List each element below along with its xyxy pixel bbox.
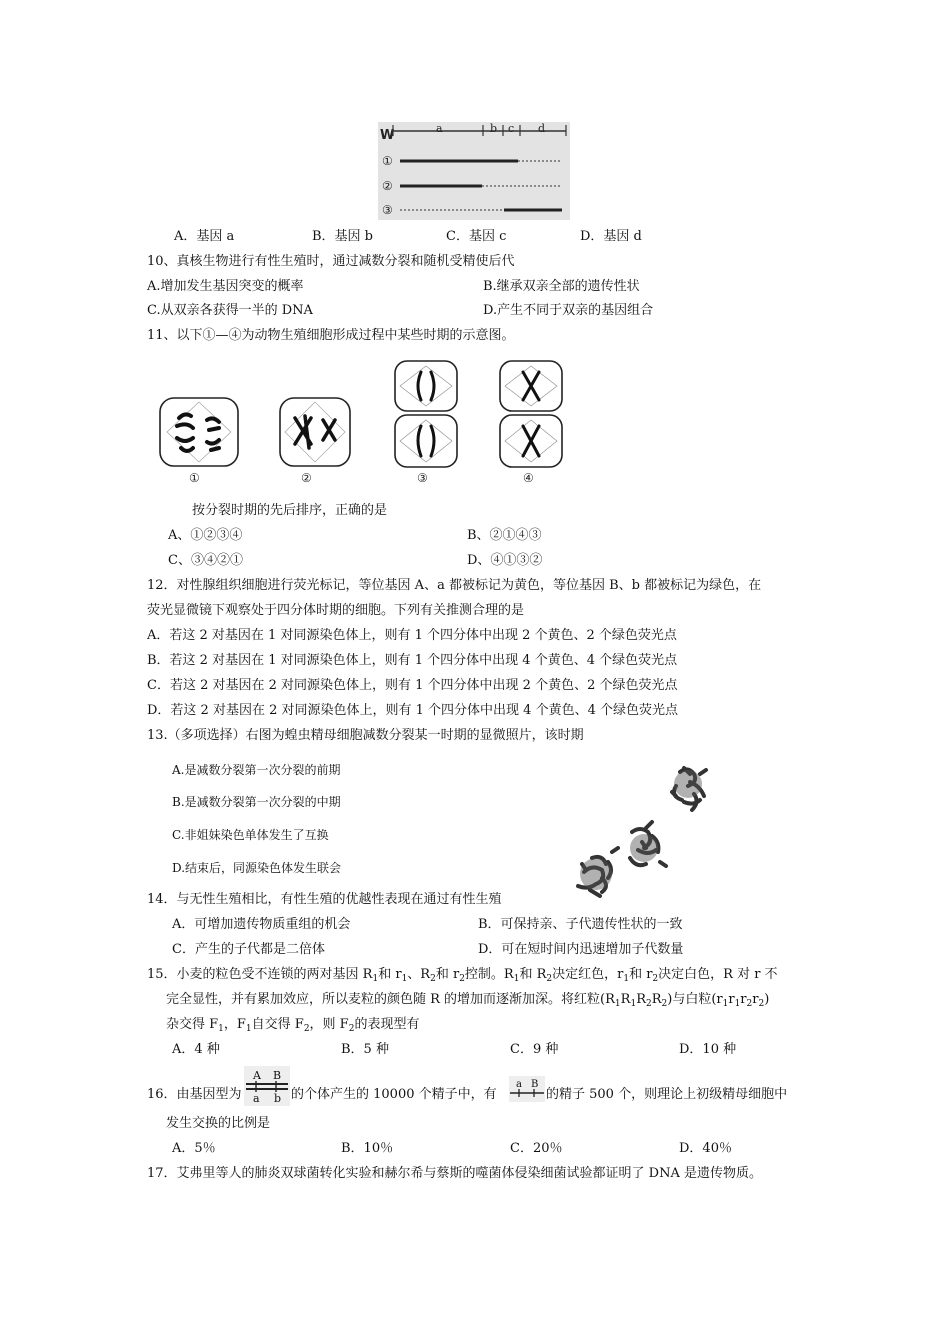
q12-option-c: C．若这 2 对基因在 2 对同源染色体上，则有 1 个四分体中出现 2 个黄色、2 个绿色荧光点 xyxy=(147,678,678,693)
q12-option-d: D．若这 2 对基因在 2 对同源染色体上，则有 1 个四分体中出现 4 个黄色、4 个绿色荧光点 xyxy=(147,703,678,718)
q15-stem-line3: 杂交得 $F_1$，$F_1$自交得 $F_2$，则 $F_2$的表现型有 xyxy=(166,1017,420,1034)
gamete-ab-diagram xyxy=(509,1076,545,1102)
q14-option-a: A．可增加遗传物质重组的机会 xyxy=(172,917,351,932)
q16-stem-a: 16．由基因型为 xyxy=(147,1087,242,1102)
q14-stem: 14．与无性生殖相比，有性生殖的优越性表现在通过有性生殖 xyxy=(147,892,502,907)
segment-d: d xyxy=(538,122,546,135)
cell-division-figure xyxy=(155,358,590,488)
w-label: W xyxy=(380,128,395,143)
segment-c: c xyxy=(508,122,515,135)
q16-option-b: B．10％ xyxy=(341,1141,394,1156)
q10-option-c: C.从双亲各获得一半的 DNA xyxy=(147,303,313,318)
q12-option-a: A．若这 2 对基因在 1 对同源染色体上，则有 1 个四分体中出现 2 个黄色、2 个绿色荧光点 xyxy=(147,628,677,643)
q15-option-c: C．9 种 xyxy=(510,1042,559,1057)
row-3-label: ③ xyxy=(382,203,393,217)
q9-option-d: D．基因 d xyxy=(580,229,642,244)
q13-option-c: C.非姐妹染色单体发生了互换 xyxy=(172,828,329,842)
q16-stem-b: 的个体产生的 10000 个精子中，有 xyxy=(291,1087,497,1102)
q15-stem-line2: 完全显性，并有累加效应，所以麦粒的颜色随 R 的增加而逐渐加深。将红粒$(R_1R_1R_2R_2)$与白粒$(r_1r_1r_2r_2)$ xyxy=(166,992,770,1009)
q9-option-b: B．基因 b xyxy=(312,229,374,244)
row-2-label: ② xyxy=(382,179,393,193)
q11-stem: 11、以下①—④为动物生殖细胞形成过程中某些时期的示意图。 xyxy=(147,328,515,343)
q15-option-d: D．10 种 xyxy=(679,1042,737,1057)
q12-stem-line2: 荧光显微镜下观察处于四分体时期的细胞。下列有关推测合理的是 xyxy=(147,603,525,618)
segment-a: a xyxy=(436,122,443,135)
q11-option-a: A、①②③④ xyxy=(168,528,243,543)
q11-prompt: 按分裂时期的先后排序，正确的是 xyxy=(192,503,388,518)
q12-stem-line1: 12．对性腺组织细胞进行荧光标记，等位基因 A、a 都被标记为黄色，等位基因 B、b 都被标记为绿色，在 xyxy=(147,578,762,593)
q13-option-b: B.是减数分裂第一次分裂的中期 xyxy=(172,795,341,809)
svg-text:A: A xyxy=(253,1069,261,1082)
q17-stem: 17．艾弗里等人的肺炎双球菌转化实验和赫尔希与蔡斯的噬菌体侵染细菌试验都证明了 DNA 是遗传物质。 xyxy=(147,1166,762,1181)
genotype-ab-diagram xyxy=(244,1066,290,1106)
fig11-label-2: ② xyxy=(301,471,312,485)
gene-map-figure xyxy=(378,122,570,220)
q9-option-a: A．基因 a xyxy=(174,229,235,244)
fig11-label-1: ① xyxy=(189,471,200,485)
svg-text:a: a xyxy=(516,1079,522,1090)
q14-option-b: B．可保持亲、子代遗传性状的一致 xyxy=(478,917,683,932)
row-1-label: ① xyxy=(382,154,393,168)
q16-stem-line2: 发生交换的比例是 xyxy=(166,1116,271,1131)
q14-option-d: D．可在短时间内迅速增加子代数量 xyxy=(478,942,684,957)
q12-option-b: B．若这 2 对基因在 1 对同源染色体上，则有 1 个四分体中出现 4 个黄色、4 个绿色荧光点 xyxy=(147,653,678,668)
q10-stem: 10、真核生物进行有性生殖时，通过减数分裂和随机受精使后代 xyxy=(147,254,515,269)
svg-text:b: b xyxy=(274,1092,282,1105)
q10-option-b: B.继承双亲全部的遗传性状 xyxy=(483,279,640,294)
q15-option-b: B．5 种 xyxy=(341,1042,389,1057)
svg-text:a: a xyxy=(253,1092,260,1105)
q16-option-a: A．5％ xyxy=(172,1141,216,1156)
q13-option-a: A.是减数分裂第一次分裂的前期 xyxy=(172,763,341,777)
q11-option-d: D、④①③② xyxy=(467,553,543,568)
q10-option-a: A.增加发生基因突变的概率 xyxy=(147,279,304,294)
q13-stem: 13.（多项选择）右图为蝗虫精母细胞减数分裂某一时期的显微照片，该时期 xyxy=(147,728,584,743)
q16-option-c: C．20％ xyxy=(510,1141,563,1156)
q9-option-c: C．基因 c xyxy=(446,229,507,244)
q14-option-c: C．产生的子代都是二倍体 xyxy=(172,942,325,957)
fig11-label-4: ④ xyxy=(523,471,534,485)
q10-option-d: D.产生不同于双亲的基因组合 xyxy=(483,303,654,318)
q11-option-b: B、②①④③ xyxy=(467,528,542,543)
svg-text:B: B xyxy=(531,1079,539,1090)
q11-option-c: C、③④②① xyxy=(168,553,243,568)
q16-option-d: D．40％ xyxy=(679,1141,732,1156)
micrograph-figure xyxy=(572,762,742,900)
q15-option-a: A．4 种 xyxy=(172,1042,220,1057)
q13-option-d: D.结束后，同源染色体发生联会 xyxy=(172,861,342,875)
segment-b: b xyxy=(490,122,498,135)
fig11-label-3: ③ xyxy=(417,471,428,485)
svg-text:B: B xyxy=(273,1069,282,1082)
q15-stem-line1: 15．小麦的粒色受不连锁的两对基因 $R_1$和 $r_1$、$R_2$和 $r_2$控制。$R_1$和 $R_2$决定红色，$r_1$和 $r_2$决定白色，R 对 r 不 xyxy=(147,967,778,984)
q16-stem-c: 的精子 500 个，则理论上初级精母细胞中 xyxy=(546,1087,788,1102)
